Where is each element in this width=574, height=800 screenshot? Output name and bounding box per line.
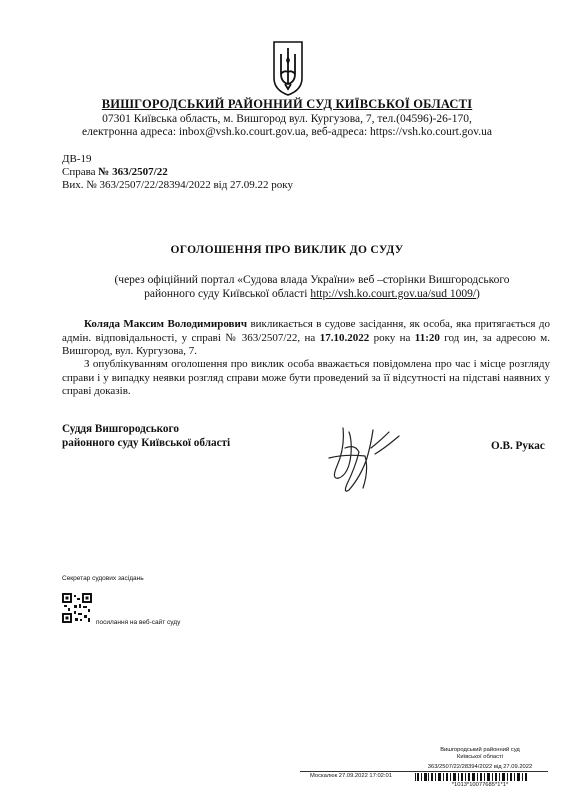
judge-title-line1: Суддя Вишгородського (62, 423, 179, 435)
case-number: № 363/2507/22 (98, 166, 168, 178)
qr-caption: посилання на веб-сайт суду (96, 619, 181, 626)
stamp-registrar: Москалюк 27.09.2022 17:02:01 (310, 773, 392, 779)
secretary-label: Секретар судових засідань (62, 575, 144, 582)
case-label: Справа (62, 166, 99, 178)
case-number-line (62, 166, 168, 180)
summons-text-b: року на (369, 331, 415, 344)
stamp-code: *1013*10077685*1*1* (451, 782, 509, 788)
stamp-reference: 363/2507/22/28394/2022 від 27.09.2022 (427, 764, 533, 770)
stamp-divider (300, 771, 548, 772)
judge-title (62, 422, 230, 450)
hearing-date: 17.10.2022 (319, 331, 370, 344)
barcode-icon (415, 773, 527, 781)
court-name: ВИШГОРОДСЬКИЙ РАЙОННИЙ СУД КИЇВСЬКОЇ ОБЛАСТІ (101, 97, 473, 111)
court-address: 07301 Київська область, м. Вишгород вул. Кургузова, 7, тел.(04596)-26-170, (102, 113, 472, 125)
stamp-court-line2: Київської області (457, 754, 503, 760)
document-title: ОГОЛОШЕННЯ ПРО ВИКЛИК ДО СУДУ (170, 244, 404, 256)
judge-name: О.В. Рукас (491, 440, 545, 452)
court-contacts: електронна адреса: inbox@vsh.ko.court.gov.ua, веб-адреса: https://vsh.ko.court.gov.ua (82, 126, 492, 138)
summons-text-a: викликається в судове засідання, як особа, яка притягається до адмін. відповідальності, у справі № 363/2507/22, на (62, 318, 550, 344)
subtitle-close: ) (476, 288, 480, 300)
subtitle-text: (через офіційний портал «Судова влада України» веб –сторінки Вишгородського районного суду Київської області (114, 274, 510, 300)
outgoing-number: Вих. № 363/2507/22/28394/2022 від 27.09.22 року (62, 179, 293, 191)
judge-title-line2: районного суду Київської області (62, 437, 231, 449)
coat-of-arms-icon (271, 40, 305, 96)
subtitle (92, 273, 532, 301)
summons-text-c: год ин, за адресою м. Вишгород, вул. Кургузова, 7. (62, 331, 550, 357)
handwritten-signature (315, 418, 407, 500)
person-name: Коляда Максим Володимирович (84, 318, 248, 330)
notice-paragraph (62, 358, 550, 399)
summons-paragraph (62, 318, 550, 359)
qr-code-icon[interactable] (62, 593, 92, 623)
notice-text: З опублікуванням оголошення про виклик особа вважається повідомлена про час і місце розгляду справи і у випадку неявки розгляд справи може бути проведений за її відсутності на підставі наявних у справі доказів. (62, 358, 550, 397)
form-code: ДВ-19 (62, 153, 92, 165)
hearing-time: 11:20 (414, 331, 440, 344)
court-portal-link[interactable]: http://vsh.ko.court.gov.ua/sud 1009/ (310, 288, 477, 300)
stamp-court-line1: Вишгородський районний суд (440, 747, 520, 753)
